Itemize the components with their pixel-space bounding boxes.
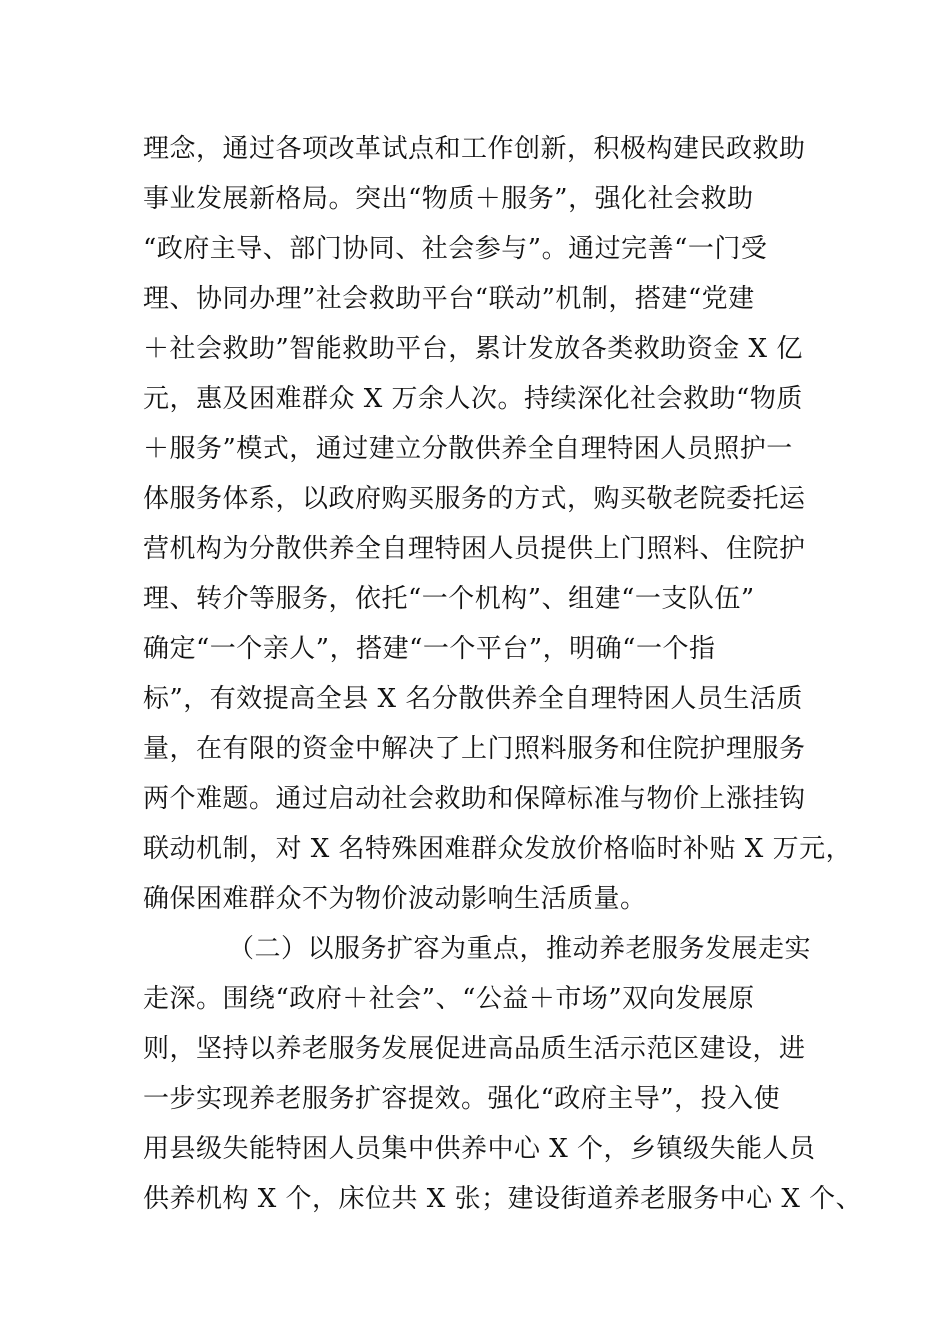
paragraph-line: 营机构为分散供养全自理特困人员提供上门照料、住院护	[143, 534, 806, 564]
paragraph-line: 用县级失能特困人员集中供养中心 X 个，乡镇级失能人员	[143, 1134, 816, 1164]
paragraph-line: 事业发展新格局。突出“物质＋服务”，强化社会救助	[143, 184, 754, 214]
paragraph-line: 确定“一个亲人”，搭建“一个平台”，明确“一个指	[143, 634, 716, 664]
paragraph-line: 一步实现养老服务扩容提效。强化“政府主导”，投入使	[143, 1084, 781, 1114]
paragraph-line: 联动机制，对 X 名特殊困难群众发放价格临时补贴 X 万元，	[143, 834, 853, 864]
paragraph-line: 标”，有效提高全县 X 名分散供养全自理特困人员生活质	[143, 684, 803, 714]
paragraph-line: ＋社会救助”智能救助平台，累计发放各类救助资金 X 亿	[143, 334, 803, 364]
paragraph-line: 理、协同办理”社会救助平台“联动”机制，搭建“党建	[143, 284, 755, 314]
paragraph-line: ＋服务”模式，通过建立分散供养全自理特困人员照护一	[143, 434, 793, 464]
paragraph-line: 量，在有限的资金中解决了上门照料服务和住院护理服务	[143, 734, 806, 764]
paragraph-line: 供养机构 X 个，床位共 X 张；建设街道养老服务中心 X 个、	[143, 1184, 863, 1214]
paragraph-line: “政府主导、部门协同、社会参与”。通过完善“一门受	[143, 234, 768, 264]
section-heading-line: （二）以服务扩容为重点，推动养老服务发展走实	[228, 934, 812, 964]
paragraph-line: 理、转介等服务，依托“一个机构”、组建“一支队伍”	[143, 584, 755, 614]
paragraph-line: 则，坚持以养老服务发展促进高品质生活示范区建设，进	[143, 1034, 806, 1064]
paragraph-line: 两个难题。通过启动社会救助和保障标准与物价上涨挂钩	[143, 784, 806, 814]
paragraph-line: 体服务体系，以政府购买服务的方式，购买敬老院委托运	[143, 484, 806, 514]
paragraph-line: 走深。围绕“政府＋社会”、“公益＋市场”双向发展原	[143, 984, 755, 1014]
paragraph-line: 确保困难群众不为物价波动影响生活质量。	[143, 884, 647, 914]
paragraph-line: 理念，通过各项改革试点和工作创新，积极构建民政救助	[143, 134, 806, 164]
paragraph-line: 元，惠及困难群众 X 万余人次。持续深化社会救助“物质	[143, 384, 803, 414]
